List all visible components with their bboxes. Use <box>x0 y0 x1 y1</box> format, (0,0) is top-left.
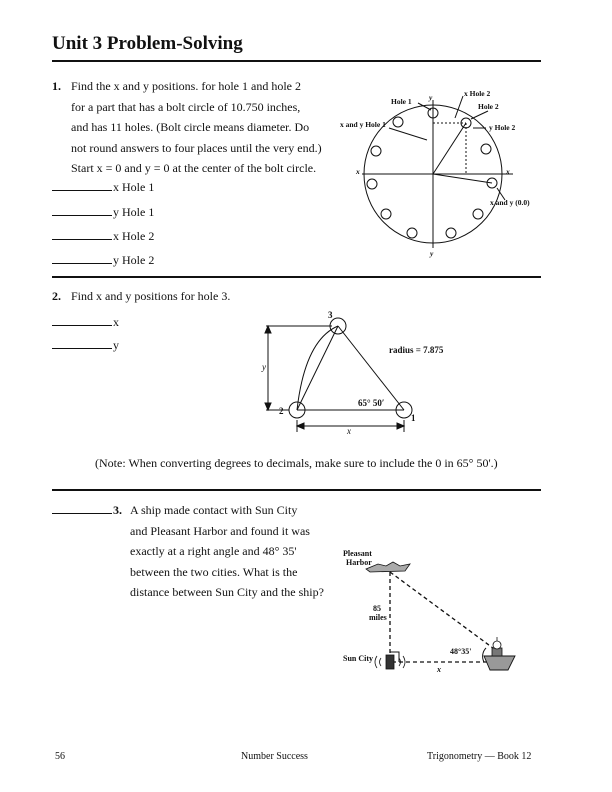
triangle-figure <box>255 306 475 436</box>
ship-figure <box>335 545 525 685</box>
problem-1-line: and has 11 holes. (Bolt circle means diameter. Do <box>71 120 310 134</box>
problem-3-line: A ship made contact with Sun City <box>130 503 298 517</box>
problem-1-line: Start x = 0 and y = 0 at the center of the bolt circle. <box>71 161 317 175</box>
answer-y-hole-1[interactable]: y Hole 1 <box>52 204 154 220</box>
section-rule-2 <box>52 489 541 491</box>
ship-icon <box>484 637 515 670</box>
problem-2-text: Find x and y positions for hole 3. <box>71 289 231 303</box>
label-ship-angle: 48°35' <box>450 647 472 656</box>
label-harbor: Harbor <box>346 558 372 567</box>
problem-3-line: and Pleasant Harbor and found it was <box>130 523 310 538</box>
problem-3-line: between the two cities. What is the <box>130 564 298 579</box>
label-x-left: x <box>356 167 360 176</box>
label-y-bottom: y <box>430 249 434 258</box>
label-hole-2b: 2 <box>279 406 284 416</box>
label-hole-2: Hole 2 <box>478 102 499 111</box>
footer-series: Number Success <box>241 751 308 762</box>
label-radius: radius = 7.875 <box>389 345 444 355</box>
problem-3-text <box>130 500 340 603</box>
harbor-land-icon <box>366 562 410 572</box>
label-hole-1b: 1 <box>411 413 416 423</box>
label-y-dim: y <box>262 362 266 372</box>
label-y-hole-2: y Hole 2 <box>489 123 516 132</box>
label-miles: miles <box>369 613 387 622</box>
answer-y-hole-2[interactable]: y Hole 2 <box>52 252 154 268</box>
label-x-right: x <box>506 167 510 176</box>
label-pleasant: Pleasant <box>343 549 372 558</box>
problem-3-line: exactly at a right angle and 48° 35' <box>130 544 297 558</box>
label-sun-city: Sun City <box>343 654 374 663</box>
label-hole-1: Hole 1 <box>391 97 412 106</box>
sun-city-icon <box>375 655 405 669</box>
label-xy-origin: x and y (0.0) <box>490 198 530 207</box>
answer-y-hole-3[interactable]: y <box>52 337 119 353</box>
label-distance: 85 <box>373 604 381 613</box>
footer-book: Trigonometry — Book 12 <box>427 751 532 762</box>
section-rule <box>52 276 541 278</box>
answer-x-hole-2[interactable]: x Hole 2 <box>52 228 154 244</box>
label-x-hole-2: x Hole 2 <box>464 89 491 98</box>
problem-1-line: Find the x and y positions. for hole 1 and hole 2 <box>71 79 301 93</box>
bolt-circle-figure <box>330 82 545 262</box>
title-rule <box>52 60 541 62</box>
answer-x-hole-3[interactable]: x <box>52 314 119 330</box>
problem-1-line: for a part that has a bolt circle of 10.750 inches, <box>71 99 301 114</box>
problem-2-number: 2. <box>52 289 61 303</box>
label-y-top: y <box>429 93 433 102</box>
footer-page-number: 56 <box>55 751 65 762</box>
problem-2-note: (Note: When converting degrees to decimals, make sure to include the 0 in 65° 50'.) <box>95 456 498 470</box>
label-x-dim: x <box>347 426 351 436</box>
problem-3-answer[interactable]: 3. <box>52 500 122 521</box>
label-xy-hole-1: x and y Hole 1 <box>340 120 386 129</box>
problem-1-number: 1. <box>52 79 61 93</box>
label-hole-3: 3 <box>328 310 333 320</box>
label-x-ship: x <box>437 665 441 674</box>
label-angle: 65° 50′ <box>358 398 385 408</box>
page-title: Unit 3 Problem-Solving <box>52 33 243 54</box>
problem-1-line: not round answers to four places until the very end.) <box>71 140 322 155</box>
problem-3-line: distance between Sun City and the ship? <box>130 585 324 599</box>
problem-1-text <box>71 76 333 179</box>
answer-x-hole-1[interactable]: x Hole 1 <box>52 179 154 195</box>
